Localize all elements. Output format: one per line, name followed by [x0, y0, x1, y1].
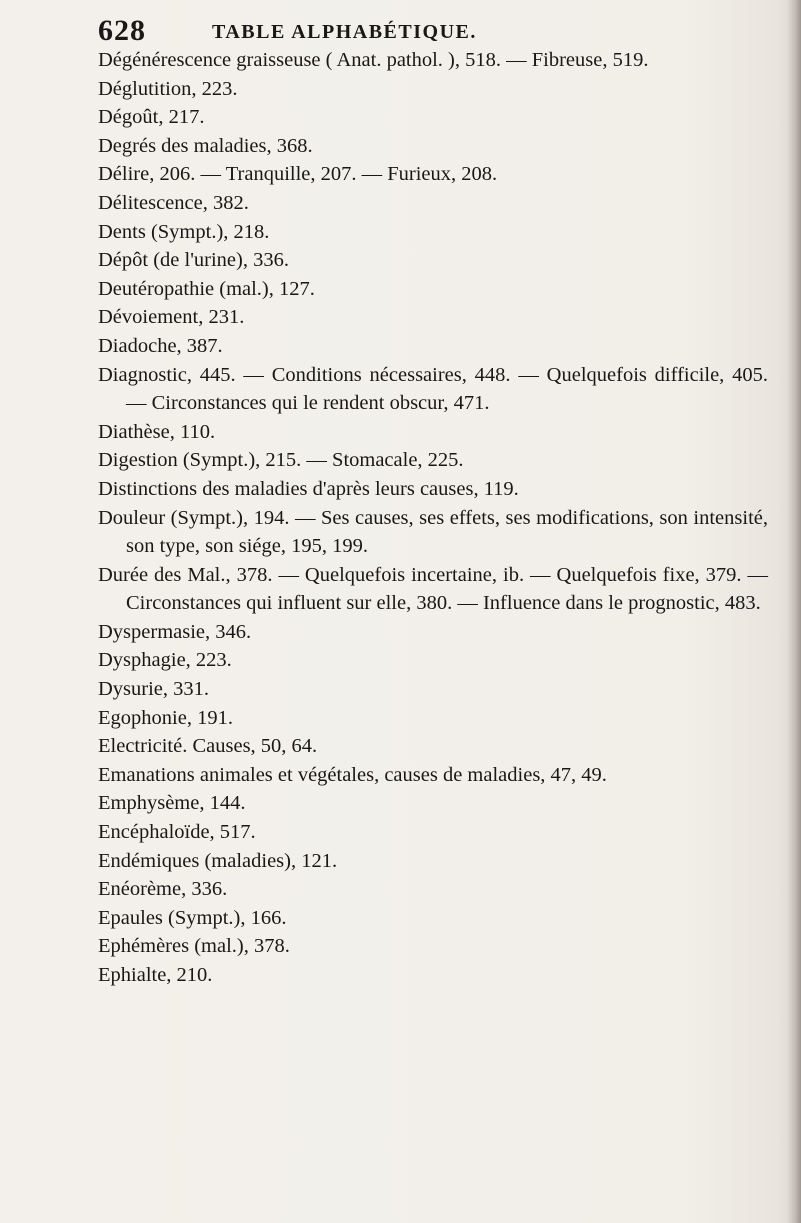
index-entry: Dévoiement, 231. [98, 306, 245, 329]
page-edge-shadow [787, 0, 801, 1223]
index-entry: Ephémères (mal.), 378. [98, 935, 290, 958]
index-entry: Electricité. Causes, 50, 64. [98, 735, 318, 758]
index-entry: Dysurie, 331. [98, 678, 210, 701]
index-entry: Epaules (Sympt.), 166. [98, 906, 287, 929]
index-entry: Dyspermasie, 346. [98, 620, 252, 643]
index-entry: Diathèse, 110. [98, 420, 216, 443]
index-entry: Dégénérescence graisseuse ( Anat. pathol. ), 518. — Fibreuse, 519. [98, 49, 649, 71]
index-entry: Dysphagie, 223. [98, 649, 232, 672]
running-title: TABLE ALPHABÉTIQUE. [212, 21, 477, 43]
index-entry: Délitescence, 382. [98, 191, 249, 214]
index-entry: Egophonie, 191. [98, 706, 233, 729]
index-entry: Emphysème, 144. [98, 792, 246, 815]
index-entry: Dents (Sympt.), 218. [98, 220, 270, 243]
index-entry: Douleur (Sympt.), 194. — Ses causes, ses effets, ses modifications, son intensité, son type, son siége, 195, 199. [98, 506, 768, 558]
index-entry: Délire, 206. — Tranquille, 207. — Furieux, 208. [98, 163, 498, 186]
index-entry: Distinctions des maladies d'après leurs causes, 119. [98, 477, 519, 500]
page-header [98, 14, 738, 50]
index-entry: Digestion (Sympt.), 215. — Stomacale, 225. [98, 449, 464, 472]
index-entries [98, 46, 768, 990]
index-entry: Dégoût, 217. [98, 106, 205, 129]
index-entry: Emanations animales et végétales, causes de maladies, 47, 49. [98, 763, 607, 786]
index-entry: Degrés des maladies, 368. [98, 134, 313, 157]
index-entry: Deutéropathie (mal.), 127. [98, 277, 315, 300]
index-entry: Durée des Mal., 378. — Quelquefois incertaine, ib. — Quelquefois fixe, 379. — Circonstances qui influent sur elle, 380. — Influence dans le prognostic, 483. [98, 563, 768, 615]
index-entry: Enéorème, 336. [98, 878, 228, 901]
index-entry: Dépôt (de l'urine), 336. [98, 249, 289, 272]
index-entry: Ephialte, 210. [98, 964, 213, 986]
index-entry: Encéphaloïde, 517. [98, 821, 256, 844]
index-entry: Endémiques (maladies), 121. [98, 849, 338, 872]
index-entry: Diagnostic, 445. — Conditions nécessaires, 448. — Quelquefois difficile, 405. — Circonstances qui le rendent obscur, 471. [98, 363, 768, 415]
page-number: 628 [98, 14, 146, 47]
index-entry: Diadoche, 387. [98, 334, 223, 357]
index-entry: Déglutition, 223. [98, 77, 238, 100]
